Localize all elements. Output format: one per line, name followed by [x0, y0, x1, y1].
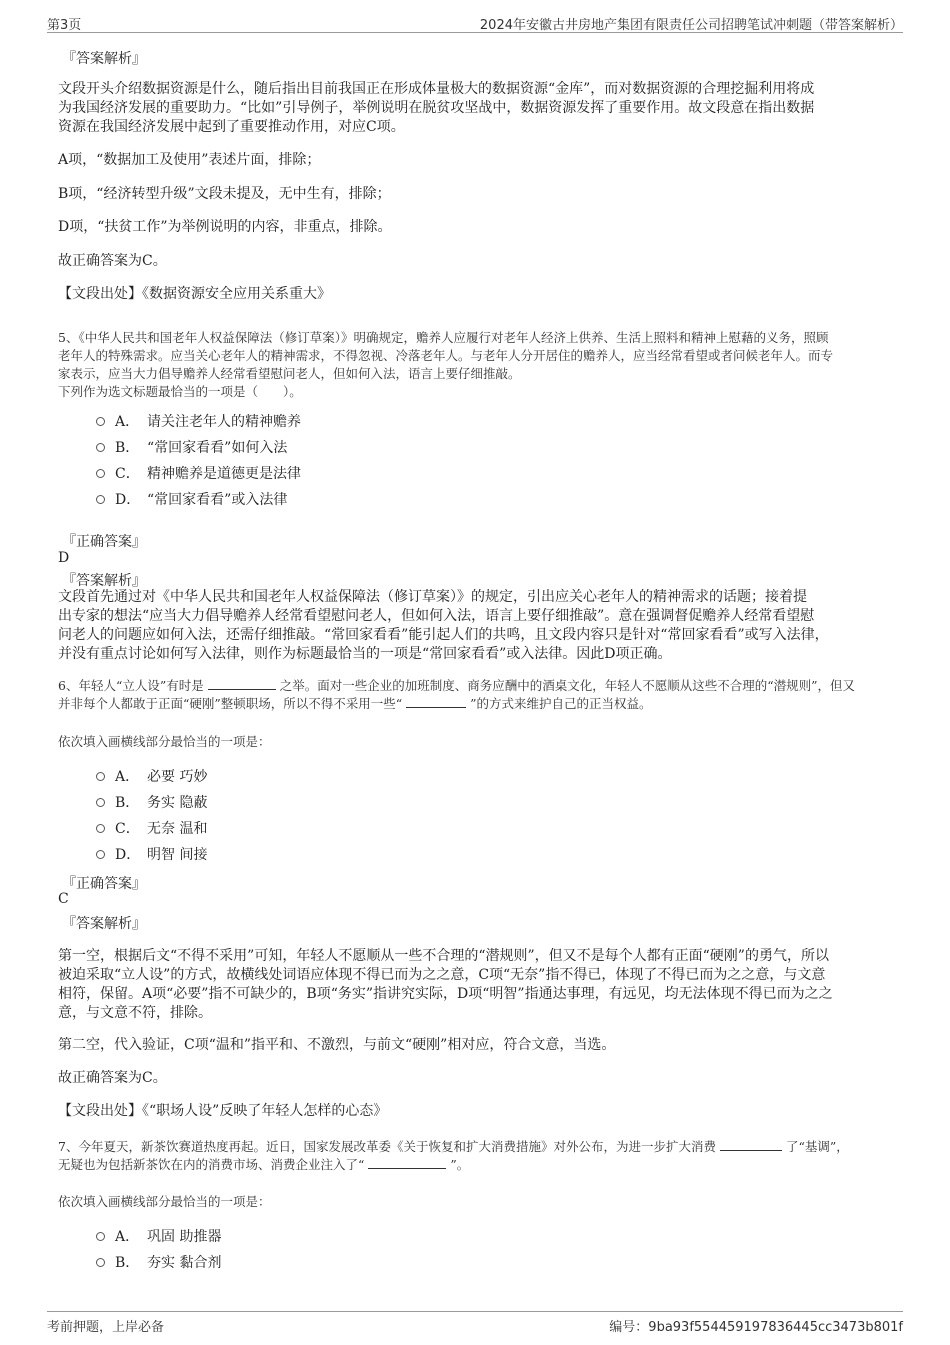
- q4-option-d-note: D项，“扶贫工作”为举例说明的内容，非重点，排除。: [58, 219, 392, 235]
- option-letter: A．: [115, 1229, 140, 1245]
- q7-blank-2: [368, 1156, 446, 1169]
- q5-option-c[interactable]: [96, 463, 301, 483]
- q6-stem-text: ”的方式来维护自己的正当权益。: [470, 696, 652, 711]
- q6-analysis-line: 意，与文意不符，排除。: [58, 1005, 212, 1021]
- q7-stem-text: 了“基调”，: [785, 1139, 849, 1154]
- q5-analysis-line: 出专家的想法“应当大力倡导赡养人经常看望慰问老人，但如何入法，语言上要仔细推敲”。意在强调督促赡养人经常看望慰: [58, 608, 815, 624]
- q6-prompt: 依次填入画横线部分最恰当的一项是：: [58, 734, 271, 749]
- q6-analysis-label: 『答案解析』: [62, 916, 146, 932]
- option-text: 必要 巧妙: [147, 769, 208, 785]
- option-text: “常回家看看”或入法律: [147, 492, 288, 508]
- q6-option-d[interactable]: [96, 844, 207, 864]
- q5-stem-line: 下列作为选文标题最恰当的一项是（ ）。: [58, 384, 302, 399]
- q6-answer: C: [58, 891, 69, 907]
- q5-stem-line: 老年人的特殊需求。应当关心老年人的精神需求，不得忽视、冷落老年人。与老年人分开居住的赡养人，应当经常看望或者问候老年人。而专: [58, 348, 834, 363]
- option-text: 夯实 黏合剂: [147, 1255, 222, 1271]
- q6-option-a[interactable]: [96, 766, 207, 786]
- option-letter: C．: [115, 821, 140, 837]
- q6-analysis-paragraph-1: [58, 947, 908, 1023]
- option-letter: A．: [115, 769, 140, 785]
- q4-source: 【文段出处】《数据资源安全应用关系重大》: [58, 286, 331, 302]
- q7-option-a[interactable]: [96, 1226, 221, 1246]
- option-letter: A．: [115, 414, 140, 430]
- q6-stem: [58, 677, 918, 713]
- q5-analysis: [58, 588, 908, 664]
- q4-analysis-line: 资源在我国经济发展中起到了重要推动作用，对应C项。: [58, 119, 405, 135]
- radio-button[interactable]: [96, 495, 105, 504]
- radio-button[interactable]: [96, 469, 105, 478]
- option-letter: C．: [115, 466, 140, 482]
- option-text: 明智 间接: [147, 847, 208, 863]
- q5-option-a[interactable]: [96, 411, 301, 431]
- q6-option-c[interactable]: [96, 818, 207, 838]
- q5-analysis-line: 问老人的问题应如何入法，还需仔细推敲。“常回家看看”能引起人们的共鸣，且文段内容只是针对“常回家看看”或写入法律，: [58, 627, 829, 643]
- option-letter: B．: [115, 795, 140, 811]
- q4-analysis-paragraph: [58, 80, 898, 137]
- document-code-value: 9ba93f554459197836445cc3473b801f: [648, 1320, 903, 1335]
- q6-stem-text: 之举。面对一些企业的加班制度、商务应酬中的酒桌文化，年轻人不愿顺从这些不合理的“潜规则”，但又: [279, 678, 855, 693]
- radio-button[interactable]: [96, 772, 105, 781]
- q5-answer-label: 『正确答案』: [62, 534, 146, 550]
- q5-stem-line: 家表示，应当大力倡导赡养人经常看望慰问老人，但如何入法，语言上要仔细推敲。: [58, 366, 521, 381]
- q5-analysis-label: 『答案解析』: [62, 573, 146, 589]
- option-letter: D．: [115, 847, 141, 863]
- document-title: 2024年安徽古井房地产集团有限责任公司招聘笔试冲刺题（带答案解析）: [479, 18, 903, 33]
- option-text: 务实 隐蔽: [147, 795, 208, 811]
- q6-analysis-paragraph-2: 第二空，代入验证，C项“温和”指平和、不激烈，与前文“硬刚”相对应，符合文意，当选。: [58, 1037, 616, 1053]
- radio-button[interactable]: [96, 798, 105, 807]
- q6-analysis-line: 相符，保留。A项“必要”指不可缺少的，B项“务实”指讲究实际，D项“明智”指通达事理，有远见，均无法体现不得已而为之之: [58, 986, 833, 1002]
- option-text: 巩固 助推器: [147, 1229, 222, 1245]
- q4-analysis-line: 文段开头介绍数据资源是什么，随后指出目前我国正在形成体量极大的数据资源“金库”，而对数据资源的合理挖掘利用将成: [58, 81, 815, 97]
- page-header: [47, 12, 903, 33]
- q6-option-b[interactable]: [96, 792, 207, 812]
- q7-blank-1: [720, 1138, 782, 1151]
- option-letter: B．: [115, 440, 140, 456]
- q6-conclusion: 故正确答案为C。: [58, 1070, 167, 1086]
- q6-stem-text: 并非每个人都敢于正面“硬刚”整顿职场，所以不得不采用一些“: [58, 696, 403, 711]
- q5-analysis-line: 文段首先通过对《中华人民共和国老年人权益保障法（修订草案）》的规定，引出应关心老年人的精神需求的话题；接着提: [58, 589, 807, 605]
- q4-option-a-note: A项，“数据加工及使用”表述片面，排除；: [58, 152, 321, 168]
- q5-option-d[interactable]: [96, 489, 287, 509]
- radio-button[interactable]: [96, 1232, 105, 1241]
- page-number: 第3页: [47, 18, 82, 33]
- q4-conclusion: 故正确答案为C。: [58, 253, 167, 269]
- option-text: 无奈 温和: [147, 821, 208, 837]
- q4-analysis-line: 为我国经济发展的重要助力。“比如”引导例子，举例说明在脱贫攻坚战中，数据资源发挥了重要作用。故文段意在指出数据: [58, 100, 815, 116]
- q7-stem-text: 无疑也为包括新茶饮在内的消费市场、消费企业注入了“: [58, 1157, 365, 1172]
- q5-option-b[interactable]: [96, 437, 287, 457]
- option-text: 请关注老年人的精神赡养: [147, 414, 301, 430]
- q5-stem: [58, 329, 908, 401]
- q5-answer: D: [58, 550, 70, 566]
- radio-button[interactable]: [96, 443, 105, 452]
- q6-analysis-line: 被迫采取“立人设”的方式，故横线处词语应体现不得已而为之之意，C项“无奈”指不得已，体现了不得已而为之之意，与文意: [58, 967, 826, 983]
- q4-analysis-label: 『答案解析』: [62, 51, 146, 67]
- q6-blank-2: [406, 695, 466, 708]
- option-letter: D．: [115, 492, 141, 508]
- q7-prompt: 依次填入画横线部分最恰当的一项是：: [58, 1194, 271, 1209]
- q7-option-b[interactable]: [96, 1252, 221, 1272]
- q7-stem-text: ”。: [450, 1157, 470, 1172]
- q5-stem-line: 5、《中华人民共和国老年人权益保障法（修订草案）》明确规定，赡养人应履行对老年人经济上供养、生活上照料和精神上慰藉的义务，照顾: [58, 330, 829, 345]
- option-text: “常回家看看”如何入法: [147, 440, 288, 456]
- q7-stem: [58, 1138, 918, 1174]
- q6-stem-text: 6、年轻人“立人设”有时是: [58, 678, 204, 693]
- document-code-label: 编号：: [609, 1320, 649, 1335]
- option-letter: B．: [115, 1255, 140, 1271]
- q4-option-b-note: B项，“经济转型升级”文段未提及，无中生有，排除；: [58, 186, 391, 202]
- radio-button[interactable]: [96, 417, 105, 426]
- footer-slogan: 考前押题，上岸必备: [47, 1320, 165, 1335]
- q5-analysis-line: 并没有重点讨论如何写入法律，则作为标题最恰当的一项是“常回家看看”或入法律。因此D项正确。: [58, 646, 672, 662]
- q7-stem-text: 7、今年夏天，新茶饮赛道热度再起。近日，国家发展改革委《关于恢复和扩大消费措施》对外公布，为进一步扩大消费: [58, 1139, 716, 1154]
- radio-button[interactable]: [96, 850, 105, 859]
- page-footer: [47, 1311, 903, 1336]
- option-text: 精神赡养是道德更是法律: [147, 466, 301, 482]
- q6-blank-1: [208, 677, 276, 690]
- radio-button[interactable]: [96, 1258, 105, 1267]
- q6-source: 【文段出处】《“职场人设”反映了年轻人怎样的心态》: [58, 1103, 388, 1119]
- q6-analysis-line: 第一空，根据后文“不得不采用”可知，年轻人不愿顺从一些不合理的“潜规则”，但又不是每个人都有正面“硬刚”的勇气，所以: [58, 948, 829, 964]
- document-code: [609, 1316, 903, 1335]
- radio-button[interactable]: [96, 824, 105, 833]
- q6-answer-label: 『正确答案』: [62, 876, 146, 892]
